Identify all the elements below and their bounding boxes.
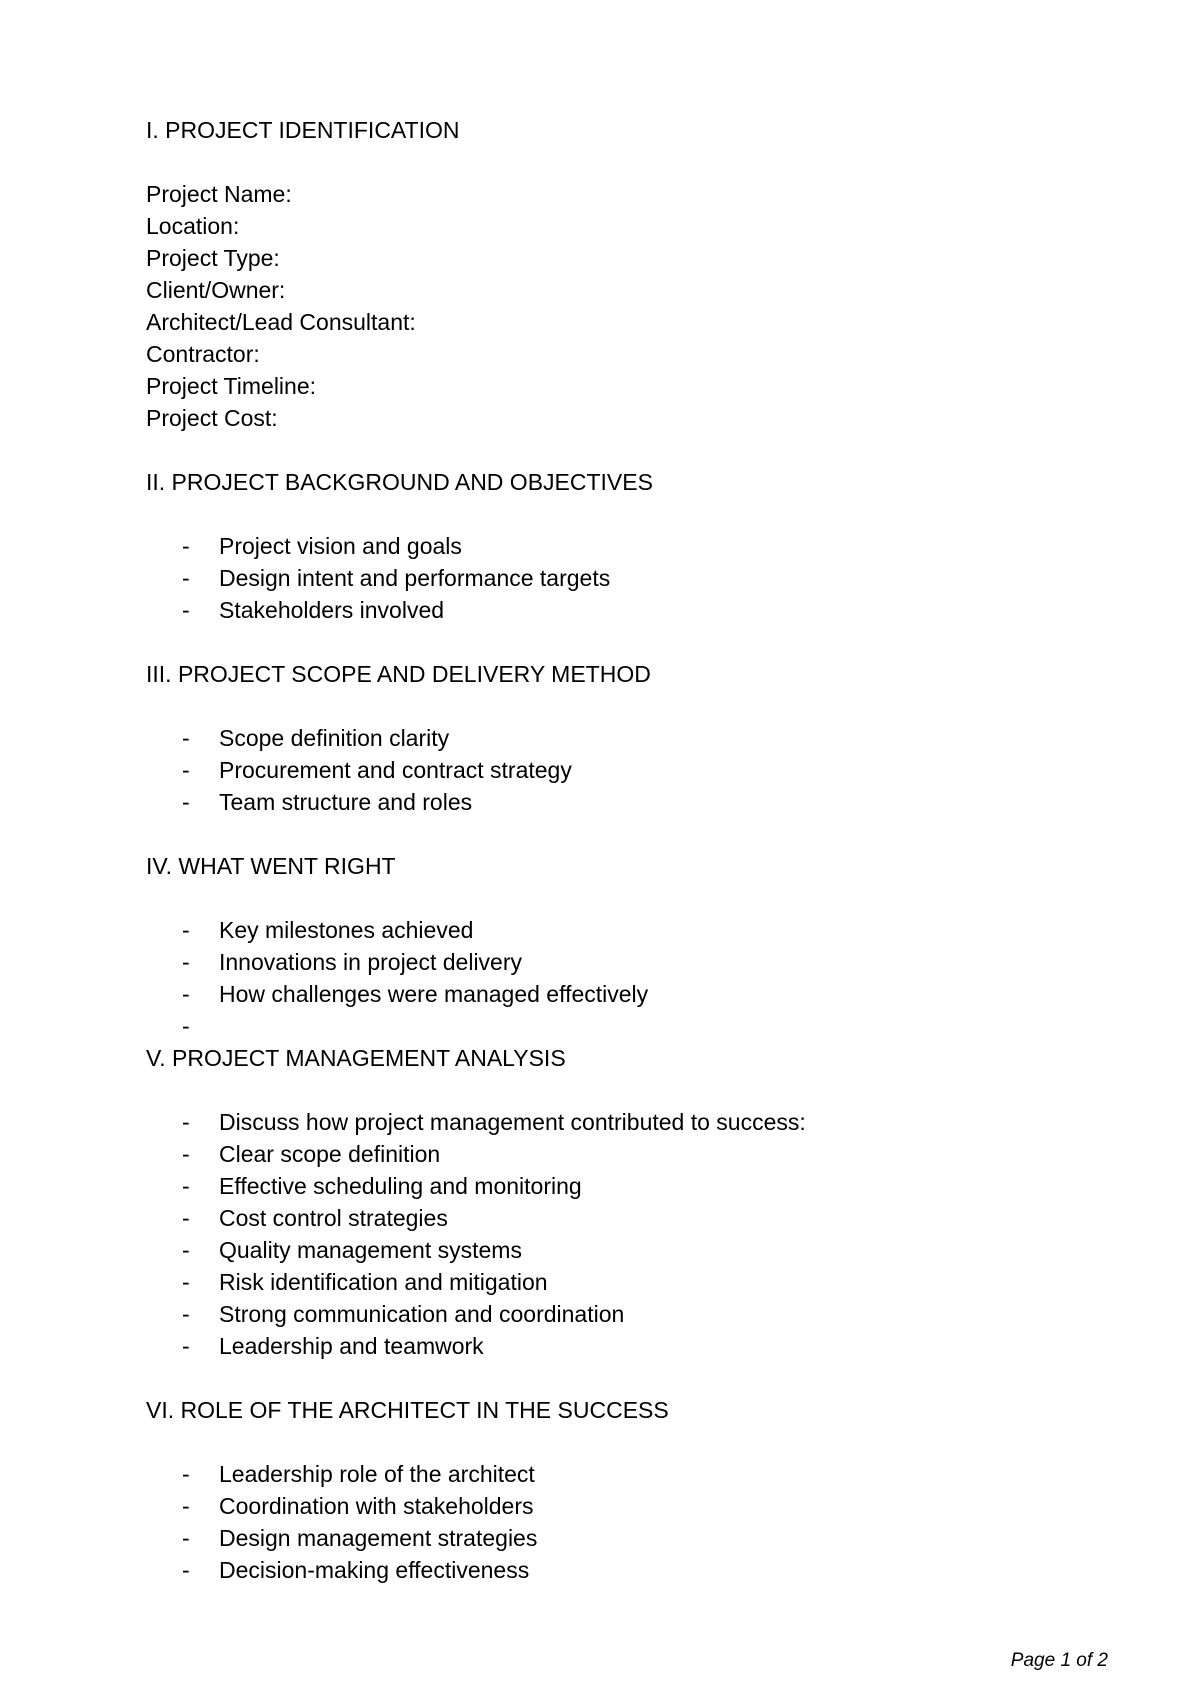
dash-bullet: - [182,597,190,623]
list-item [146,530,1146,562]
list-item-text: Effective scheduling and monitoring [219,1173,582,1199]
list-item [146,1202,1146,1234]
dash-bullet: - [182,757,190,783]
list-item-text: Clear scope definition [219,1141,441,1167]
list-item [146,594,1146,626]
list-item [146,1138,1146,1170]
dash-bullet: - [182,1269,190,1295]
section-project-identification [146,114,1146,434]
field-project-type: Project Type: [146,245,280,271]
list-item [146,1106,1146,1138]
list-item [146,946,1146,978]
dash-bullet: - [182,565,190,591]
dash-bullet: - [182,1205,190,1231]
section-heading: III. PROJECT SCOPE AND DELIVERY METHOD [146,661,651,687]
list-item [146,722,1146,754]
section-what-went-right [146,850,1146,1042]
dash-bullet: - [182,1013,190,1039]
list-item-text: Design management strategies [219,1525,538,1551]
list-item [146,1170,1146,1202]
section-heading: II. PROJECT BACKGROUND AND OBJECTIVES [146,469,653,495]
section-background-objectives [146,466,1146,626]
list-item-text: Scope definition clarity [219,725,450,751]
list-item-text: Innovations in project delivery [219,949,522,975]
dash-bullet: - [182,1493,190,1519]
field-client-owner: Client/Owner: [146,277,286,303]
bullet-list [146,914,1146,1042]
list-item [146,1298,1146,1330]
section-heading: I. PROJECT IDENTIFICATION [146,117,460,143]
list-item-text: Cost control strategies [219,1205,448,1231]
list-item [146,1234,1146,1266]
section-project-management-analysis [146,1042,1146,1362]
dash-bullet: - [182,789,190,815]
dash-bullet: - [182,725,190,751]
list-item [146,1330,1146,1362]
list-item-text: Quality management systems [219,1237,522,1263]
dash-bullet: - [182,981,190,1007]
list-item-text: Project vision and goals [219,533,462,559]
bullet-list [146,1458,1146,1586]
list-item [146,1266,1146,1298]
field-contractor: Contractor: [146,341,260,367]
list-item-text: Leadership role of the architect [219,1461,535,1487]
list-item-text: Key milestones achieved [219,917,474,943]
list-item [146,914,1146,946]
dash-bullet: - [182,1461,190,1487]
bullet-list [146,530,1146,626]
list-item-text: Discuss how project management contributed to success: [219,1109,806,1135]
list-item-text: Strong communication and coordination [219,1301,625,1327]
dash-bullet: - [182,1525,190,1551]
list-item [146,1522,1146,1554]
dash-bullet: - [182,1301,190,1327]
section-role-of-architect [146,1394,1146,1586]
section-heading: VI. ROLE OF THE ARCHITECT IN THE SUCCESS [146,1397,669,1423]
dash-bullet: - [182,917,190,943]
list-item [146,1554,1146,1586]
list-item-text: Decision-making effectiveness [219,1557,530,1583]
field-architect-lead: Architect/Lead Consultant: [146,309,416,335]
section-scope-delivery [146,658,1146,818]
field-list [146,178,1146,434]
list-item-text: Design intent and performance targets [219,565,611,591]
dash-bullet: - [182,1557,190,1583]
list-item-empty [146,1010,1146,1042]
list-item [146,978,1146,1010]
dash-bullet: - [182,1109,190,1135]
list-item-text: Risk identification and mitigation [219,1269,548,1295]
bullet-list [146,1106,1146,1362]
field-project-cost: Project Cost: [146,405,278,431]
document-page [146,114,1146,1618]
dash-bullet: - [182,1141,190,1167]
list-item-text: Procurement and contract strategy [219,757,572,783]
section-heading: IV. WHAT WENT RIGHT [146,853,396,879]
dash-bullet: - [182,1173,190,1199]
field-project-timeline: Project Timeline: [146,373,317,399]
list-item [146,1490,1146,1522]
list-item-text: Team structure and roles [219,789,473,815]
field-project-name: Project Name: [146,181,292,207]
list-item [146,754,1146,786]
list-item [146,1458,1146,1490]
dash-bullet: - [182,533,190,559]
section-heading: V. PROJECT MANAGEMENT ANALYSIS [146,1045,566,1071]
list-item-text: Coordination with stakeholders [219,1493,534,1519]
bullet-list [146,722,1146,818]
list-item [146,786,1146,818]
dash-bullet: - [182,1237,190,1263]
list-item-text: Leadership and teamwork [219,1333,484,1359]
field-location: Location: [146,213,240,239]
list-item-text: How challenges were managed effectively [219,981,649,1007]
list-item-text: Stakeholders involved [219,597,445,623]
list-item [146,562,1146,594]
dash-bullet: - [182,1333,190,1359]
page-number: Page 1 of 2 [1010,1650,1108,1671]
dash-bullet: - [182,949,190,975]
